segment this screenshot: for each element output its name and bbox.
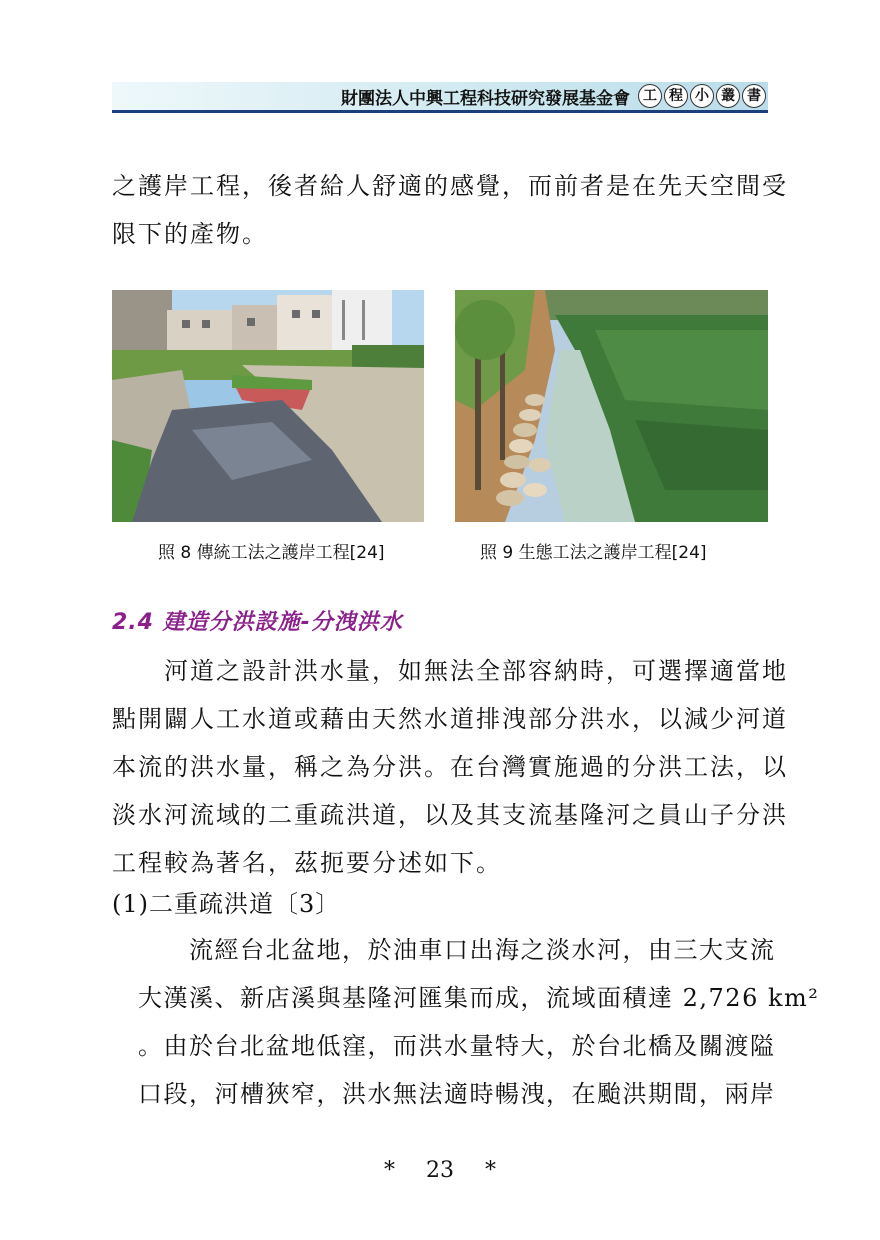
text-line: 流經台北盆地，於油車口出海之淡水河，由三大支流 bbox=[138, 936, 776, 964]
photo-traditional-revetment bbox=[112, 290, 424, 522]
series-char: 書 bbox=[742, 84, 766, 108]
text-line: 限下的產物。 bbox=[112, 220, 268, 248]
series-badge bbox=[638, 84, 766, 108]
subsection-heading bbox=[112, 880, 768, 928]
series-char: 程 bbox=[664, 84, 688, 108]
figure-caption: 照 9 生態工法之護岸工程[24] bbox=[480, 543, 707, 563]
text-line: 口段，河槽狹窄，洪水無法適時暢洩，在颱洪期間，兩岸 bbox=[138, 1080, 776, 1108]
subsection-paragraph bbox=[138, 926, 820, 1118]
footer-ornament: * bbox=[485, 1158, 496, 1183]
intro-paragraph bbox=[112, 162, 788, 258]
series-char: 工 bbox=[638, 84, 662, 108]
series-char: 小 bbox=[690, 84, 714, 108]
photo-ecological-revetment bbox=[455, 290, 768, 522]
header-rule bbox=[112, 110, 768, 113]
text-line: 點開闢人工水道或藉由天然水道排洩部分洪水，以減少河道 bbox=[112, 705, 788, 733]
text-line: 本流的洪水量，稱之為分洪。在台灣實施過的分洪工法，以 bbox=[112, 753, 788, 781]
running-header bbox=[341, 84, 766, 108]
footer-ornament: * bbox=[384, 1158, 395, 1183]
foundation-name: 財團法人中興工程科技研究發展基金會 bbox=[341, 88, 630, 109]
page-footer bbox=[0, 1158, 880, 1183]
text-line: 河道之設計洪水量，如無法全部容納時，可選擇適當地 bbox=[112, 657, 788, 685]
subsection-title: (1)二重疏洪道〔3〕 bbox=[112, 890, 341, 918]
text-line: 工程較為著名，茲扼要分述如下。 bbox=[112, 849, 502, 877]
text-line: 之護岸工程，後者給人舒適的感覺，而前者是在先天空間受 bbox=[112, 172, 788, 200]
figure-caption: 照 8 傳統工法之護岸工程[24] bbox=[158, 543, 385, 563]
section-heading: 2.4 建造分洪設施-分洩洪水 bbox=[112, 610, 403, 635]
text-line: 。由於台北盆地低窪，而洪水量特大，於台北橋及關渡隘 bbox=[138, 1032, 776, 1060]
body-paragraph bbox=[112, 647, 788, 887]
text-line: 大漢溪、新店溪與基隆河匯集而成，流域面積達 2,726 km² bbox=[138, 984, 820, 1012]
page-number: 23 bbox=[426, 1158, 454, 1183]
series-char: 叢 bbox=[716, 84, 740, 108]
text-line: 淡水河流域的二重疏洪道，以及其支流基隆河之員山子分洪 bbox=[112, 801, 788, 829]
